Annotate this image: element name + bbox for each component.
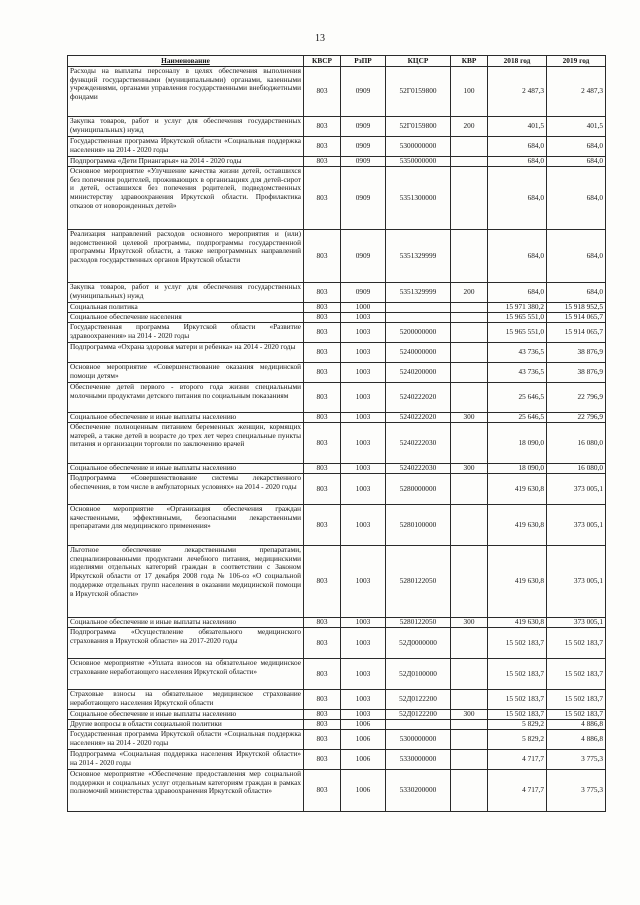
cell-kvsr: 803: [304, 618, 341, 628]
cell-kvr: 300: [451, 710, 488, 720]
cell-name: Подпрограмма «Осуществление обязательного медицинского страхования в Иркутской области» на 2017-2020 годы: [68, 628, 304, 659]
cell-name: Подпрограмма «Охрана здоровья матери и ребенка» на 2014 - 2020 годы: [68, 343, 304, 363]
table-row: [68, 283, 606, 303]
table-row: [68, 67, 606, 117]
table-row: [68, 423, 606, 464]
cell-kvsr: 803: [304, 546, 341, 618]
cell-name: Социальная политика: [68, 303, 304, 313]
cell-name: Подпрограмма «Социальная поддержка населения Иркутской области» на 2014 - 2020 годы: [68, 750, 304, 770]
cell-rzpr: 1006: [341, 750, 386, 770]
cell-kvr: [451, 474, 488, 505]
cell-rzpr: 1000: [341, 303, 386, 313]
table-row: [68, 303, 606, 313]
cell-2018: 43 736,5: [488, 343, 547, 363]
cell-2019: 16 080,0: [547, 423, 606, 464]
cell-2018: 25 646,5: [488, 383, 547, 413]
cell-kvr: [451, 423, 488, 464]
cell-name: Реализация направлений расходов основного мероприятия и (или) ведомственной целевой программы, подпрограммы государственной программы Иркутской области, а также непрограммных направлений расходов государственных органов Иркутской области: [68, 230, 304, 283]
cell-2018: 25 646,5: [488, 413, 547, 423]
table-row: [68, 750, 606, 770]
cell-2019: 684,0: [547, 283, 606, 303]
cell-name: Основное мероприятие «Совершенствование оказания медицинской помощи детям»: [68, 363, 304, 383]
cell-name: Государственная программа Иркутской области «Социальная поддержка населения» на 2014 - 2020 годы: [68, 137, 304, 157]
cell-name: Социальное обеспечение и иные выплаты населению: [68, 710, 304, 720]
table-row: [68, 770, 606, 812]
cell-kcsr: 5280100000: [386, 505, 451, 546]
cell-name: Основное мероприятие «Обеспечение предоставления мер социальной поддержки и социальных услуг отдельным категориям граждан в рамках полномочий министерства здравоохранения Иркутской области»: [68, 770, 304, 812]
cell-kvsr: 803: [304, 690, 341, 710]
cell-name: Социальное обеспечение населения: [68, 313, 304, 323]
cell-2018: 684,0: [488, 137, 547, 157]
table-row: [68, 659, 606, 690]
cell-rzpr: 0909: [341, 67, 386, 117]
cell-2018: 419 630,8: [488, 474, 547, 505]
cell-rzpr: 1006: [341, 730, 386, 750]
header-name: Наименование: [68, 56, 304, 67]
table-header-row: [68, 56, 606, 67]
cell-2019: 4 886,8: [547, 720, 606, 730]
cell-2019: 15 914 065,7: [547, 323, 606, 343]
cell-rzpr: 0909: [341, 137, 386, 157]
cell-kvr: [451, 230, 488, 283]
cell-kcsr: [386, 720, 451, 730]
header-kvr: КВР: [451, 56, 488, 67]
cell-kvr: [451, 343, 488, 363]
cell-rzpr: 0909: [341, 230, 386, 283]
cell-rzpr: 0909: [341, 283, 386, 303]
cell-rzpr: 1003: [341, 505, 386, 546]
cell-rzpr: 1003: [341, 363, 386, 383]
cell-kcsr: 52Д0122200: [386, 710, 451, 720]
cell-kvsr: 803: [304, 730, 341, 750]
cell-rzpr: 1003: [341, 690, 386, 710]
cell-2018: 684,0: [488, 167, 547, 230]
cell-name: Обеспечение полноценным питанием беременных женщин, кормящих матерей, а также детей в возрасте до трех лет через специальные пункты питания и организации торговли по заключению врачей: [68, 423, 304, 464]
cell-2019: 22 796,9: [547, 413, 606, 423]
table-row: [68, 413, 606, 423]
cell-kcsr: 5351329999: [386, 283, 451, 303]
cell-2019: 684,0: [547, 157, 606, 167]
cell-rzpr: 1003: [341, 313, 386, 323]
cell-kvsr: 803: [304, 323, 341, 343]
cell-2019: 15 918 952,5: [547, 303, 606, 313]
cell-kvsr: 803: [304, 167, 341, 230]
cell-2018: 18 090,0: [488, 423, 547, 464]
cell-kcsr: 52Д0000000: [386, 628, 451, 659]
cell-2019: 373 005,1: [547, 618, 606, 628]
table-body: [68, 67, 606, 812]
cell-kcsr: 5351300000: [386, 167, 451, 230]
cell-2019: 2 487,3: [547, 67, 606, 117]
cell-kvr: [451, 383, 488, 413]
cell-kvr: 100: [451, 67, 488, 117]
cell-kvsr: 803: [304, 343, 341, 363]
cell-2018: 15 502 183,7: [488, 690, 547, 710]
cell-2018: 15 965 551,0: [488, 323, 547, 343]
cell-2018: 684,0: [488, 230, 547, 283]
cell-2019: 15 502 183,7: [547, 628, 606, 659]
cell-kcsr: [386, 303, 451, 313]
cell-kcsr: 5330000000: [386, 750, 451, 770]
cell-rzpr: 1003: [341, 413, 386, 423]
table-row: [68, 167, 606, 230]
table-row: [68, 730, 606, 750]
cell-kvr: [451, 167, 488, 230]
cell-2019: 22 796,9: [547, 383, 606, 413]
cell-2019: 16 080,0: [547, 464, 606, 474]
cell-kvr: 300: [451, 413, 488, 423]
cell-kvr: [451, 730, 488, 750]
cell-2018: 15 502 183,7: [488, 659, 547, 690]
cell-kvr: [451, 313, 488, 323]
table-row: [68, 464, 606, 474]
cell-2019: 684,0: [547, 230, 606, 283]
cell-rzpr: 1003: [341, 343, 386, 363]
cell-kvsr: 803: [304, 283, 341, 303]
cell-rzpr: 0909: [341, 117, 386, 137]
cell-rzpr: 1003: [341, 628, 386, 659]
cell-kvr: [451, 750, 488, 770]
cell-kcsr: 5240222030: [386, 464, 451, 474]
table-row: [68, 137, 606, 157]
cell-2018: 419 630,8: [488, 505, 547, 546]
cell-kvr: [451, 363, 488, 383]
cell-2018: 419 630,8: [488, 618, 547, 628]
cell-2018: 15 502 183,7: [488, 628, 547, 659]
cell-kvsr: 803: [304, 710, 341, 720]
cell-rzpr: 1003: [341, 659, 386, 690]
table-row: [68, 157, 606, 167]
cell-2019: 684,0: [547, 167, 606, 230]
cell-rzpr: 1006: [341, 720, 386, 730]
cell-name: Основное мероприятие «Улучшение качества жизни детей, оставшихся без попечения родителей, проживающих в организациях для детей-сирот и детей, оставшихся без попечения родителей, подведомственных министерству здравоохранения Иркутской области. Профилактика отказов от новорожденных детей»: [68, 167, 304, 230]
page-number: 13: [315, 33, 325, 44]
cell-kvsr: 803: [304, 720, 341, 730]
cell-kcsr: 5300000000: [386, 137, 451, 157]
cell-2018: 15 971 380,2: [488, 303, 547, 313]
cell-kcsr: 5240200000: [386, 363, 451, 383]
cell-kcsr: 52Д0122200: [386, 690, 451, 710]
cell-kcsr: 5330200000: [386, 770, 451, 812]
cell-rzpr: 1003: [341, 710, 386, 720]
table-row: [68, 474, 606, 505]
cell-2019: 15 502 183,7: [547, 659, 606, 690]
cell-rzpr: 1003: [341, 323, 386, 343]
cell-name: Расходы на выплаты персоналу в целях обеспечения выполнения функций государственными (муниципальными) органами, казенными учреждениями, органами управления государственными внебюджетными фондами: [68, 67, 304, 117]
header-2019: 2019 год: [547, 56, 606, 67]
cell-name: Подпрограмма «Совершенствование системы лекарственного обеспечения, в том числе в амбулаторных условиях» на 2014 - 2020 годы: [68, 474, 304, 505]
cell-2018: 5 829,2: [488, 730, 547, 750]
cell-kvr: [451, 628, 488, 659]
cell-kvr: [451, 690, 488, 710]
cell-2019: 15 502 183,7: [547, 710, 606, 720]
cell-kvr: [451, 659, 488, 690]
cell-kcsr: 52Д0100000: [386, 659, 451, 690]
cell-kcsr: 5280000000: [386, 474, 451, 505]
cell-2018: 43 736,5: [488, 363, 547, 383]
cell-2018: 15 502 183,7: [488, 710, 547, 720]
cell-name: Закупка товаров, работ и услуг для обеспечения государственных (муниципальных) нужд: [68, 283, 304, 303]
cell-kvsr: 803: [304, 303, 341, 313]
cell-name: Льготное обеспечение лекарственными препаратами, специализированными продуктами лечебного питания, медицинскими изделиями отдельных категорий граждан в соответствии с Законом Иркутской области от 17 декабря 2008 года № 106-оз «О социальной поддержке отдельных групп населения в оказании медицинской помощи в Иркутской области»: [68, 546, 304, 618]
cell-kvr: [451, 323, 488, 343]
cell-rzpr: 1003: [341, 464, 386, 474]
cell-2018: 419 630,8: [488, 546, 547, 618]
cell-kcsr: 5280122050: [386, 546, 451, 618]
cell-2019: 4 886,8: [547, 730, 606, 750]
cell-kcsr: 52Г0159800: [386, 67, 451, 117]
header-kcsr: КЦСР: [386, 56, 451, 67]
cell-kvsr: 803: [304, 413, 341, 423]
cell-2019: 373 005,1: [547, 546, 606, 618]
header-rzpr: РзПР: [341, 56, 386, 67]
cell-kvsr: 803: [304, 313, 341, 323]
cell-2018: 401,5: [488, 117, 547, 137]
cell-name: Основное мероприятие «Организация обеспечения граждан качественными, эффективными, безопасными лекарственными препаратами для медицинского применения»: [68, 505, 304, 546]
cell-kvsr: 803: [304, 157, 341, 167]
header-kvsr: КВСР: [304, 56, 341, 67]
cell-kvr: [451, 303, 488, 313]
cell-kvr: [451, 720, 488, 730]
cell-rzpr: 1003: [341, 618, 386, 628]
cell-kcsr: 5280122050: [386, 618, 451, 628]
cell-kvsr: 803: [304, 659, 341, 690]
cell-2018: 5 829,2: [488, 720, 547, 730]
cell-kvsr: 803: [304, 137, 341, 157]
table-row: [68, 343, 606, 363]
cell-kvsr: 803: [304, 363, 341, 383]
cell-kcsr: 52Г0159800: [386, 117, 451, 137]
table-row: [68, 363, 606, 383]
cell-kvsr: 803: [304, 505, 341, 546]
cell-kvsr: 803: [304, 628, 341, 659]
cell-rzpr: 1003: [341, 383, 386, 413]
cell-name: Страховые взносы на обязательное медицинское страхование неработающего населения Иркутской области: [68, 690, 304, 710]
cell-name: Закупка товаров, работ и услуг для обеспечения государственных (муниципальных) нужд: [68, 117, 304, 137]
cell-kvr: 200: [451, 283, 488, 303]
cell-kvsr: 803: [304, 117, 341, 137]
cell-name: Обеспечение детей первого - второго года жизни специальными молочными продуктами детского питания по социальным показаниям: [68, 383, 304, 413]
cell-rzpr: 1003: [341, 546, 386, 618]
cell-2018: 684,0: [488, 157, 547, 167]
table-row: [68, 383, 606, 413]
cell-kvsr: 803: [304, 230, 341, 283]
cell-rzpr: 1003: [341, 474, 386, 505]
cell-name: Государственная программа Иркутской области «Социальная поддержка населения» на 2014 - 2020 годы: [68, 730, 304, 750]
cell-kcsr: [386, 313, 451, 323]
cell-2019: 3 775,3: [547, 770, 606, 812]
cell-kvr: 200: [451, 117, 488, 137]
cell-name: Социальное обеспечение и иные выплаты населению: [68, 464, 304, 474]
table-row: [68, 117, 606, 137]
table-row: [68, 720, 606, 730]
cell-2019: 15 502 183,7: [547, 690, 606, 710]
cell-2019: 373 005,1: [547, 474, 606, 505]
cell-2019: 401,5: [547, 117, 606, 137]
cell-2019: 38 876,9: [547, 363, 606, 383]
cell-2019: 38 876,9: [547, 343, 606, 363]
cell-kvsr: 803: [304, 750, 341, 770]
cell-2019: 3 775,3: [547, 750, 606, 770]
table-row: [68, 505, 606, 546]
cell-2018: 2 487,3: [488, 67, 547, 117]
cell-kcsr: 5240000000: [386, 343, 451, 363]
cell-kvr: [451, 137, 488, 157]
cell-2018: 684,0: [488, 283, 547, 303]
table-row: [68, 628, 606, 659]
cell-2018: 4 717,7: [488, 750, 547, 770]
cell-rzpr: 1003: [341, 423, 386, 464]
cell-kvr: [451, 770, 488, 812]
cell-kvr: [451, 157, 488, 167]
cell-kcsr: 5240222030: [386, 423, 451, 464]
table-row: [68, 546, 606, 618]
table-row: [68, 710, 606, 720]
cell-kvr: 300: [451, 464, 488, 474]
cell-2018: 18 090,0: [488, 464, 547, 474]
cell-kcsr: 5350000000: [386, 157, 451, 167]
cell-kcsr: 5351329999: [386, 230, 451, 283]
cell-name: Подпрограмма «Дети Приангарья» на 2014 - 2020 годы: [68, 157, 304, 167]
table-row: [68, 230, 606, 283]
cell-rzpr: 1006: [341, 770, 386, 812]
cell-2019: 684,0: [547, 137, 606, 157]
cell-kvsr: 803: [304, 474, 341, 505]
cell-name: Социальное обеспечение и иные выплаты населению: [68, 413, 304, 423]
cell-kvsr: 803: [304, 67, 341, 117]
header-2018: 2018 год: [488, 56, 547, 67]
cell-kcsr: 5200000000: [386, 323, 451, 343]
table-row: [68, 313, 606, 323]
cell-kvsr: 803: [304, 423, 341, 464]
cell-2018: 4 717,7: [488, 770, 547, 812]
cell-kcsr: 5240222020: [386, 383, 451, 413]
cell-kvsr: 803: [304, 770, 341, 812]
table-row: [68, 690, 606, 710]
cell-name: Другие вопросы в области социальной политики: [68, 720, 304, 730]
cell-2018: 15 965 551,0: [488, 313, 547, 323]
cell-rzpr: 0909: [341, 157, 386, 167]
cell-kvr: [451, 546, 488, 618]
cell-kcsr: 5240222020: [386, 413, 451, 423]
cell-rzpr: 0909: [341, 167, 386, 230]
table-row: [68, 618, 606, 628]
cell-name: Социальное обеспечение и иные выплаты населению: [68, 618, 304, 628]
cell-kcsr: 5300000000: [386, 730, 451, 750]
cell-kvsr: 803: [304, 464, 341, 474]
cell-name: Государственная программа Иркутской области «Развитие здравоохранения» на 2014 - 2020 годы: [68, 323, 304, 343]
cell-name: Основное мероприятие «Уплата взносов на обязательное медицинское страхование неработающего населения Иркутской области»: [68, 659, 304, 690]
cell-2019: 373 005,1: [547, 505, 606, 546]
cell-kvr: [451, 505, 488, 546]
cell-2019: 15 914 065,7: [547, 313, 606, 323]
cell-kvr: 300: [451, 618, 488, 628]
table-row: [68, 323, 606, 343]
budget-table: [67, 55, 606, 812]
cell-kvsr: 803: [304, 383, 341, 413]
